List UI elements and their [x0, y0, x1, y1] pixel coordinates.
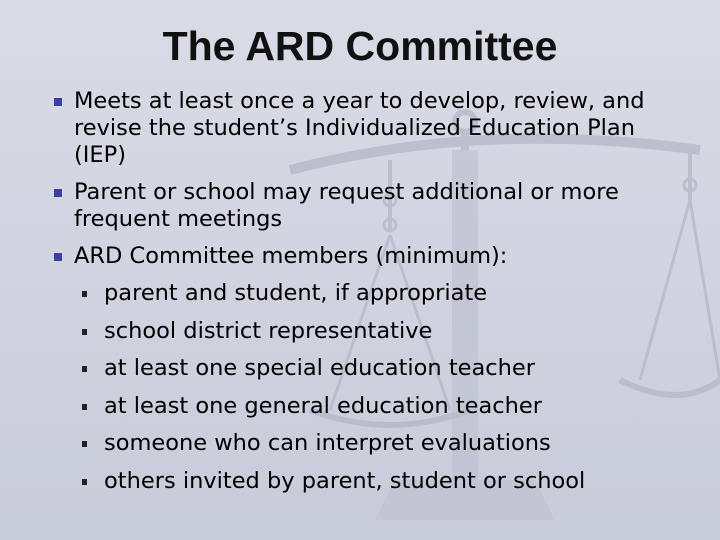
slide-body	[54, 88, 694, 504]
bullet-text: Meets at least once a year to develop, review, and revise the student’s Individualized Education Plan (IEP)	[74, 88, 645, 168]
sub-bullet-text: parent and student, if appropriate	[104, 280, 488, 306]
square-bullet-icon	[54, 189, 62, 197]
square-bullet-icon	[54, 98, 62, 106]
sub-bullet-item	[54, 279, 694, 307]
sub-bullet-item	[54, 467, 694, 495]
small-square-bullet-icon	[82, 366, 87, 372]
small-square-bullet-icon	[82, 404, 87, 410]
bullet-text: ARD Committee members (minimum):	[74, 243, 508, 269]
small-square-bullet-icon	[82, 441, 87, 447]
small-square-bullet-icon	[82, 291, 87, 297]
sub-bullet-item	[54, 354, 694, 382]
sub-bullet-item	[54, 429, 694, 457]
sub-bullet-text: at least one general education teacher	[104, 392, 543, 419]
sub-bullet-item	[54, 392, 694, 420]
small-square-bullet-icon	[82, 329, 87, 335]
sub-bullet-text: someone who can interpret evaluations	[104, 430, 551, 456]
bullet-item	[54, 243, 694, 270]
square-bullet-icon	[54, 253, 62, 261]
sub-bullet-list	[54, 279, 694, 495]
sub-bullet-text: at least one special education teacher	[104, 355, 535, 381]
bullet-text: Parent or school may request additional or more frequent meetings	[74, 179, 619, 232]
sub-bullet-text: others invited by parent, student or school	[104, 467, 586, 494]
bullet-item	[54, 88, 694, 169]
sub-bullet-item	[54, 317, 694, 345]
sub-bullet-text: school district representative	[104, 317, 433, 344]
small-square-bullet-icon	[82, 479, 87, 485]
slide-title: The ARD Committee	[162, 23, 558, 69]
bullet-item	[54, 179, 694, 233]
